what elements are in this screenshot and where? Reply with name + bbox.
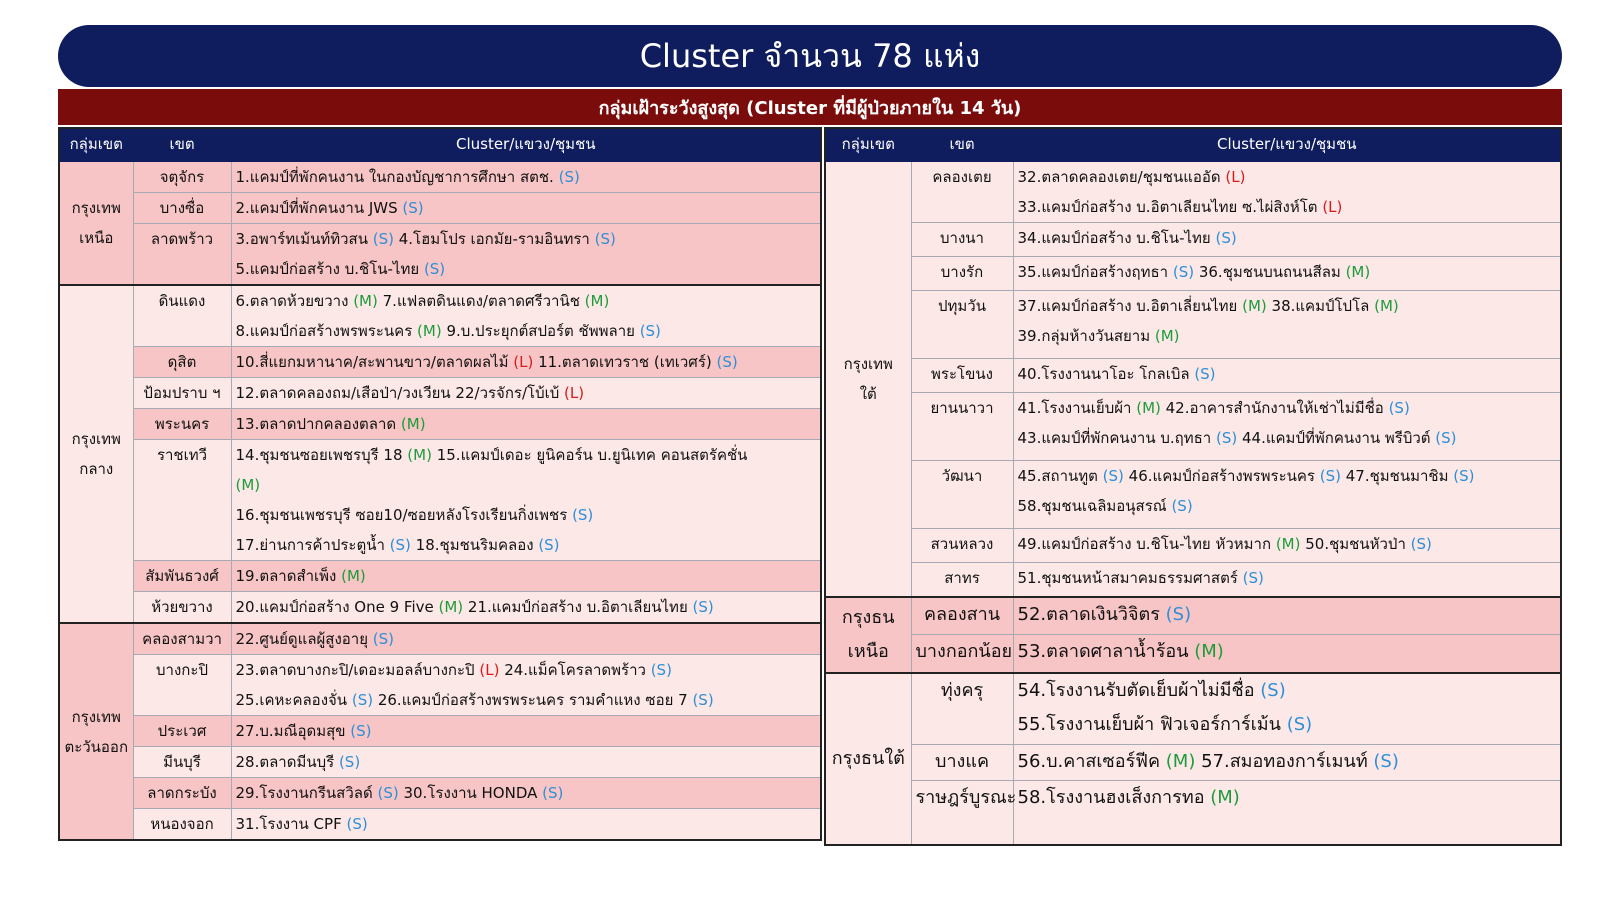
cluster-text: 27.บ.มณีอุดมสุข (235, 722, 351, 740)
cluster-text: 38.แคมป์โปโล (1266, 297, 1375, 315)
cluster-text: 40.โรงงานนาโอะ โกลเบิล (1017, 365, 1195, 383)
cluster-text: 32.ตลาดคลองเตย/ชุมชนแออัด (1017, 168, 1226, 186)
cluster-line (1018, 393, 1557, 423)
severity-tag: (M) (353, 292, 378, 310)
cluster-text: 56.บ.คาสเซอร์ฟีค (1017, 751, 1166, 772)
cluster-text: 7.แฟลตดินแดง/ตลาดศรีวานิช (377, 292, 585, 310)
cluster-text: 50.ชุมชนหัวป่า (1300, 535, 1411, 553)
table-row (59, 809, 821, 841)
severity-tag: (S) (1171, 497, 1193, 515)
table-row (59, 378, 821, 409)
severity-tag: (M) (1165, 751, 1196, 772)
severity-tag: (M) (438, 598, 464, 616)
table-row (59, 162, 821, 193)
cluster-line (1018, 563, 1557, 593)
header-cluster: Cluster/แขวง/ชุมชน (1013, 128, 1561, 162)
district-name: ห้วยขวาง (133, 592, 231, 624)
severity-tag: (S) (692, 691, 714, 709)
table-row (825, 223, 1561, 257)
cluster-text: 11.ตลาดเทวราช (เทเวศร์) (533, 353, 717, 371)
group-name-line: กรุงเทพ (71, 430, 121, 448)
district-name: บางกอกน้อย (911, 635, 1013, 673)
cluster-cell (231, 655, 821, 716)
district-name: ปทุมวัน (911, 291, 1013, 359)
severity-tag: (S) (402, 199, 424, 217)
cluster-cell (1013, 529, 1561, 563)
severity-tag: (S) (1216, 429, 1238, 447)
cluster-cell (231, 778, 821, 809)
severity-tag: (M) (1374, 297, 1399, 315)
table-row (825, 563, 1561, 597)
table-row (59, 623, 821, 655)
severity-tag: (M) (417, 322, 442, 340)
district-name: ราษฎร์บูรณะ (911, 781, 1013, 845)
severity-tag: (S) (538, 536, 560, 554)
severity-tag: (M) (1136, 399, 1161, 417)
cluster-text: 45.สถานทูต (1017, 467, 1103, 485)
severity-tag: (S) (650, 661, 672, 679)
cluster-text: 51.ชุมชนหน้าสมาคมธรรมศาสตร์ (1017, 569, 1243, 587)
cluster-text: 36.ชุมชนบนถนนสีลม (1194, 263, 1346, 281)
page-subtitle: กลุ่มเฝ้าระวังสูงสุด (Cluster ที่มีผู้ป่วยภายใน 14 วัน) (58, 89, 1562, 125)
cluster-text: 58.โรงงานฮงเส็งการทอ (1017, 787, 1211, 808)
cluster-text: 54.โรงงานรับตัดเย็บผ้าไม่มีชื่อ (1017, 679, 1261, 701)
cluster-line (1018, 321, 1557, 351)
cluster-text: 6.ตลาดห้วยขวาง (235, 292, 354, 310)
cluster-cell (1013, 162, 1561, 223)
group-name-line: กรุงเทพ (71, 199, 121, 217)
cluster-text: 57.สมอทองการ์เมนท์ (1195, 751, 1374, 772)
cluster-line (1018, 674, 1557, 708)
cluster-text: 44.แคมป์ที่พักคนงาน พรีบิวต์ (1237, 429, 1436, 447)
cluster-cell (231, 747, 821, 778)
severity-tag: (L) (513, 353, 534, 371)
cluster-line (236, 809, 817, 839)
cluster-line (1018, 529, 1557, 559)
severity-tag: (S) (1286, 713, 1313, 735)
table-row (59, 778, 821, 809)
district-name: บางกะปิ (133, 655, 231, 716)
district-name: คลองเตย (911, 162, 1013, 223)
district-name: สัมพันธวงศ์ (133, 561, 231, 592)
group-name-line: กลาง (79, 460, 114, 478)
table-row (825, 745, 1561, 781)
severity-tag: (S) (338, 753, 361, 771)
table-row (825, 461, 1561, 529)
severity-tag: (S) (1102, 467, 1124, 485)
cluster-text: 31.โรงงาน CPF (235, 815, 347, 833)
severity-tag: (S) (1453, 467, 1475, 485)
severity-tag: (S) (346, 815, 368, 833)
cluster-text: 8.แคมป์ก่อสร้างพรพระนคร (235, 322, 418, 340)
table-row (825, 635, 1561, 673)
district-name: ยานนาวา (911, 393, 1013, 461)
cluster-text: 9.บ.ประยุกต์สปอร์ต ชัพพลาย (441, 322, 640, 340)
severity-tag: (S) (1242, 569, 1264, 587)
severity-tag: (S) (1194, 365, 1216, 383)
cluster-text: 33.แคมป์ก่อสร้าง บ.อิตาเลียนไทย ซ.ไผ่สิงห์โต (1017, 198, 1323, 216)
table-row (825, 781, 1561, 845)
cluster-line (236, 224, 817, 254)
group-name (825, 673, 911, 845)
district-name: วัฒนา (911, 461, 1013, 529)
cluster-text: 41.โรงงานเย็บผ้า (1017, 399, 1137, 417)
cluster-line (236, 561, 817, 591)
cluster-line (1018, 291, 1557, 321)
cluster-line (1018, 708, 1557, 742)
cluster-text: 1.แคมป์ที่พักคนงาน ในกองบัญชาการศึกษา สตช. (235, 168, 559, 186)
severity-tag: (S) (1172, 263, 1195, 281)
severity-tag: (S) (377, 784, 399, 802)
severity-tag: (S) (692, 598, 714, 616)
cluster-line (236, 747, 817, 777)
header-cluster: Cluster/แขวง/ชุมชน (231, 128, 821, 162)
table-row (59, 655, 821, 716)
cluster-cell (1013, 359, 1561, 393)
severity-tag: (M) (1154, 327, 1180, 345)
severity-tag: (M) (235, 476, 261, 494)
header-district: เขต (133, 128, 231, 162)
table-row (825, 291, 1561, 359)
severity-tag: (S) (350, 722, 372, 740)
severity-tag: (S) (1435, 429, 1457, 447)
cluster-cell (231, 378, 821, 409)
cluster-line (236, 500, 817, 530)
cluster-text: 43.แคมป์ที่พักคนงาน บ.ฤทธา (1017, 429, 1216, 447)
cluster-line (1018, 461, 1557, 491)
cluster-line (236, 316, 817, 346)
severity-tag: (M) (341, 567, 366, 585)
district-name: ป้อมปราบ ฯ (133, 378, 231, 409)
severity-tag: (M) (584, 292, 610, 310)
cluster-line (236, 655, 817, 685)
severity-tag: (S) (389, 536, 411, 554)
district-name: สาทร (911, 563, 1013, 597)
cluster-line (236, 624, 817, 654)
severity-tag: (L) (1322, 198, 1343, 216)
table-row (59, 747, 821, 778)
district-name: ดุสิต (133, 347, 231, 378)
header-group: กลุ่มเขต (59, 128, 133, 162)
cluster-cell (1013, 257, 1561, 291)
cluster-cell (1013, 597, 1561, 635)
group-name-line: เหนือ (847, 640, 889, 662)
severity-tag: (M) (400, 415, 426, 433)
cluster-text: 52.ตลาดเงินวิจิตร (1017, 603, 1166, 625)
district-name: พระนคร (133, 409, 231, 440)
cluster-text: 14.ชุมชนซอยเพชรบุรี 18 (235, 446, 408, 464)
district-name: คลองสาน (911, 597, 1013, 635)
severity-tag: (S) (542, 784, 564, 802)
severity-tag: (S) (1319, 467, 1341, 485)
table-row (825, 359, 1561, 393)
district-name: ลาดกระบัง (133, 778, 231, 809)
district-name: มีนบุรี (133, 747, 231, 778)
table-row (59, 224, 821, 286)
cluster-text: 15.แคมป์เดอะ ยูนิคอร์น บ.ยูนิเทค คอนสตรัคชั่น (431, 446, 748, 464)
cluster-cell (231, 224, 821, 286)
cluster-text: 5.แคมป์ก่อสร้าง บ.ชิโน-ไทย (235, 260, 424, 278)
page-title: Cluster จำนวน 78 แห่ง (58, 25, 1562, 87)
group-name (59, 285, 133, 623)
cluster-line (1018, 491, 1557, 521)
group-name-line: กรุงธน (841, 606, 895, 628)
table-row (59, 716, 821, 747)
table-row (825, 257, 1561, 291)
severity-tag: (S) (423, 260, 446, 278)
district-name: ดินแดง (133, 285, 231, 347)
district-name: บางรัก (911, 257, 1013, 291)
severity-tag: (M) (1194, 641, 1224, 662)
group-name (825, 597, 911, 673)
cluster-text: 22.ศูนย์ดูแลผู้สูงอายุ (235, 630, 373, 648)
table-row (59, 440, 821, 561)
cluster-text: 46.แคมป์ก่อสร้างพรพระนคร (1123, 467, 1320, 485)
cluster-line (236, 286, 817, 316)
cluster-text: 35.แคมป์ก่อสร้างฤทธา (1017, 263, 1173, 281)
cluster-cell (231, 809, 821, 841)
group-name-line: กรุงธนใต้ (831, 747, 905, 769)
cluster-line (236, 716, 817, 746)
severity-tag: (S) (639, 322, 661, 340)
cluster-text: 55.โรงงานเย็บผ้า ฟิวเจอร์การ์เม้น (1017, 713, 1287, 735)
cluster-line (1018, 745, 1557, 779)
severity-tag: (M) (1210, 787, 1240, 808)
header-group: กลุ่มเขต (825, 128, 911, 162)
cluster-line (236, 378, 817, 408)
severity-tag: (M) (407, 446, 432, 464)
cluster-text: 42.อาคารสำนักงานให้เช่าไม่มีชื่อ (1160, 399, 1389, 417)
cluster-text: 3.อพาร์ทเม้นท์ทิวสน (235, 230, 373, 248)
cluster-line (236, 778, 817, 808)
district-name: ทุ่งครุ (911, 673, 1013, 745)
cluster-cell (1013, 563, 1561, 597)
district-name: สวนหลวง (911, 529, 1013, 563)
cluster-text: 26.แคมป์ก่อสร้างพรพระนคร รามคำแหง ซอย 7 (373, 691, 693, 709)
cluster-text: 34.แคมป์ก่อสร้าง บ.ชิโน-ไทย (1017, 229, 1216, 247)
cluster-text: 25.เคหะคลองจั่น (235, 691, 352, 709)
cluster-text: 17.ย่านการค้าประตูน้ำ (235, 536, 390, 554)
cluster-line (236, 530, 817, 560)
cluster-cell (1013, 781, 1561, 845)
severity-tag: (S) (1388, 399, 1410, 417)
severity-tag: (S) (594, 230, 616, 248)
severity-tag: (S) (1165, 603, 1192, 625)
cluster-text: 30.โรงงาน HONDA (398, 784, 543, 802)
severity-tag: (S) (572, 506, 594, 524)
cluster-text: 37.แคมป์ก่อสร้าง บ.อิตาเลี่ยนไทย (1017, 297, 1243, 315)
cluster-cell (231, 347, 821, 378)
table-row (825, 597, 1561, 635)
cluster-cell (231, 716, 821, 747)
cluster-text: 21.แคมป์ก่อสร้าง บ.อิตาเลียนไทย (463, 598, 693, 616)
district-name: จตุจักร (133, 162, 231, 193)
header-district: เขต (911, 128, 1013, 162)
table-row (59, 193, 821, 224)
severity-tag: (S) (558, 168, 580, 186)
severity-tag: (S) (1373, 751, 1399, 772)
cluster-line (236, 440, 817, 470)
cluster-table-right (824, 127, 1562, 846)
table-row (59, 561, 821, 592)
cluster-cell (231, 409, 821, 440)
cluster-line (1018, 223, 1557, 253)
cluster-text: 19.ตลาดสำเพ็ง (235, 567, 342, 585)
table-row (825, 162, 1561, 223)
cluster-text: 12.ตลาดคลองถม/เสือป่า/วงเวียน 22/วรจักร/โบ้เบ้ (235, 384, 565, 402)
district-name: บางแค (911, 745, 1013, 781)
cluster-cell (231, 623, 821, 655)
cluster-cell (231, 440, 821, 561)
table-row (825, 673, 1561, 745)
severity-tag: (S) (716, 353, 738, 371)
severity-tag: (L) (564, 384, 585, 402)
table-row (59, 285, 821, 347)
cluster-text: 18.ชุมชนริมคลอง (410, 536, 539, 554)
district-name: บางนา (911, 223, 1013, 257)
cluster-text: 28.ตลาดมีนบุรี (235, 753, 339, 771)
cluster-cell (1013, 291, 1561, 359)
cluster-cell (231, 162, 821, 193)
severity-tag: (S) (1215, 229, 1237, 247)
cluster-line (236, 347, 817, 377)
group-name (59, 162, 133, 286)
cluster-cell (231, 285, 821, 347)
cluster-line (1018, 192, 1557, 222)
severity-tag: (S) (372, 630, 395, 648)
cluster-cell (1013, 461, 1561, 529)
district-name: คลองสามวา (133, 623, 231, 655)
cluster-line (236, 685, 817, 715)
cluster-text: 47.ชุมชนมาชิม (1340, 467, 1454, 485)
district-name: หนองจอก (133, 809, 231, 841)
table-row (825, 393, 1561, 461)
cluster-text: 49.แคมป์ก่อสร้าง บ.ชิโน-ไทย หัวหมาก (1017, 535, 1276, 553)
cluster-text: 23.ตลาดบางกะปิ/เดอะมอลล์บางกะปิ (235, 661, 480, 679)
severity-tag: (S) (351, 691, 374, 709)
cluster-table-left (58, 127, 822, 841)
group-name-line: กรุงเทพ (843, 354, 893, 373)
cluster-cell (1013, 673, 1561, 745)
cluster-text: 2.แคมป์ที่พักคนงาน JWS (235, 199, 403, 217)
group-name-line: เหนือ (79, 229, 114, 247)
cluster-line (236, 592, 817, 622)
cluster-line (236, 470, 817, 500)
cluster-cell (1013, 223, 1561, 257)
cluster-cell (231, 561, 821, 592)
cluster-text: 24.แม็คโครลาดพร้าว (499, 661, 651, 679)
cluster-text: 16.ชุมชนเพชรบุรี ซอย10/ซอยหลังโรงเรียนกิ่งเพชร (235, 506, 573, 524)
table-row (59, 347, 821, 378)
cluster-text: 39.กลุ่มห้างวันสยาม (1017, 327, 1155, 345)
cluster-line (236, 409, 817, 439)
group-name-line: ตะวันออก (64, 737, 129, 756)
group-name-line: กรุงเทพ (71, 707, 121, 726)
cluster-text: 20.แคมป์ก่อสร้าง One 9 Five (235, 598, 439, 616)
cluster-text: 53.ตลาดศาลาน้ำร้อน (1017, 641, 1195, 662)
group-name (825, 162, 911, 597)
cluster-cell (1013, 745, 1561, 781)
cluster-cell (1013, 393, 1561, 461)
district-name: บางซื่อ (133, 193, 231, 224)
severity-tag: (S) (372, 230, 394, 248)
cluster-line (1018, 423, 1557, 453)
severity-tag: (L) (1225, 168, 1246, 186)
severity-tag: (M) (1242, 297, 1267, 315)
cluster-text: 4.โฮมโปร เอกมัย-รามอินทรา (393, 230, 595, 248)
cluster-line (236, 162, 817, 192)
district-name: ประเวศ (133, 716, 231, 747)
cluster-line (1018, 359, 1557, 389)
cluster-line (1018, 162, 1557, 192)
severity-tag: (M) (1275, 535, 1301, 553)
cluster-line (236, 254, 817, 284)
district-name: พระโขนง (911, 359, 1013, 393)
cluster-line (1018, 635, 1557, 669)
severity-tag: (S) (1410, 535, 1432, 553)
district-name: ลาดพร้าว (133, 224, 231, 286)
severity-tag: (S) (1260, 679, 1286, 701)
cluster-line (1018, 257, 1557, 287)
cluster-text: 10.สี่แยกมหานาค/สะพานขาว/ตลาดผลไม้ (235, 353, 514, 371)
severity-tag: (L) (479, 661, 500, 679)
cluster-text: 13.ตลาดปากคลองตลาด (235, 415, 401, 433)
severity-tag: (M) (1345, 263, 1371, 281)
cluster-line (236, 193, 817, 223)
group-name (59, 623, 133, 840)
cluster-cell (231, 193, 821, 224)
cluster-text: 29.โรงงานกรีนสวิลด์ (235, 784, 378, 802)
table-row (59, 409, 821, 440)
table-row (59, 592, 821, 624)
table-row (825, 529, 1561, 563)
cluster-cell (231, 592, 821, 624)
cluster-line (1018, 781, 1557, 815)
cluster-cell (1013, 635, 1561, 673)
group-name-line: ใต้ (859, 384, 877, 403)
cluster-text: 58.ชุมชนเฉลิมอนุสรณ์ (1017, 497, 1172, 515)
district-name: ราชเทวี (133, 440, 231, 561)
cluster-line (1018, 598, 1557, 632)
